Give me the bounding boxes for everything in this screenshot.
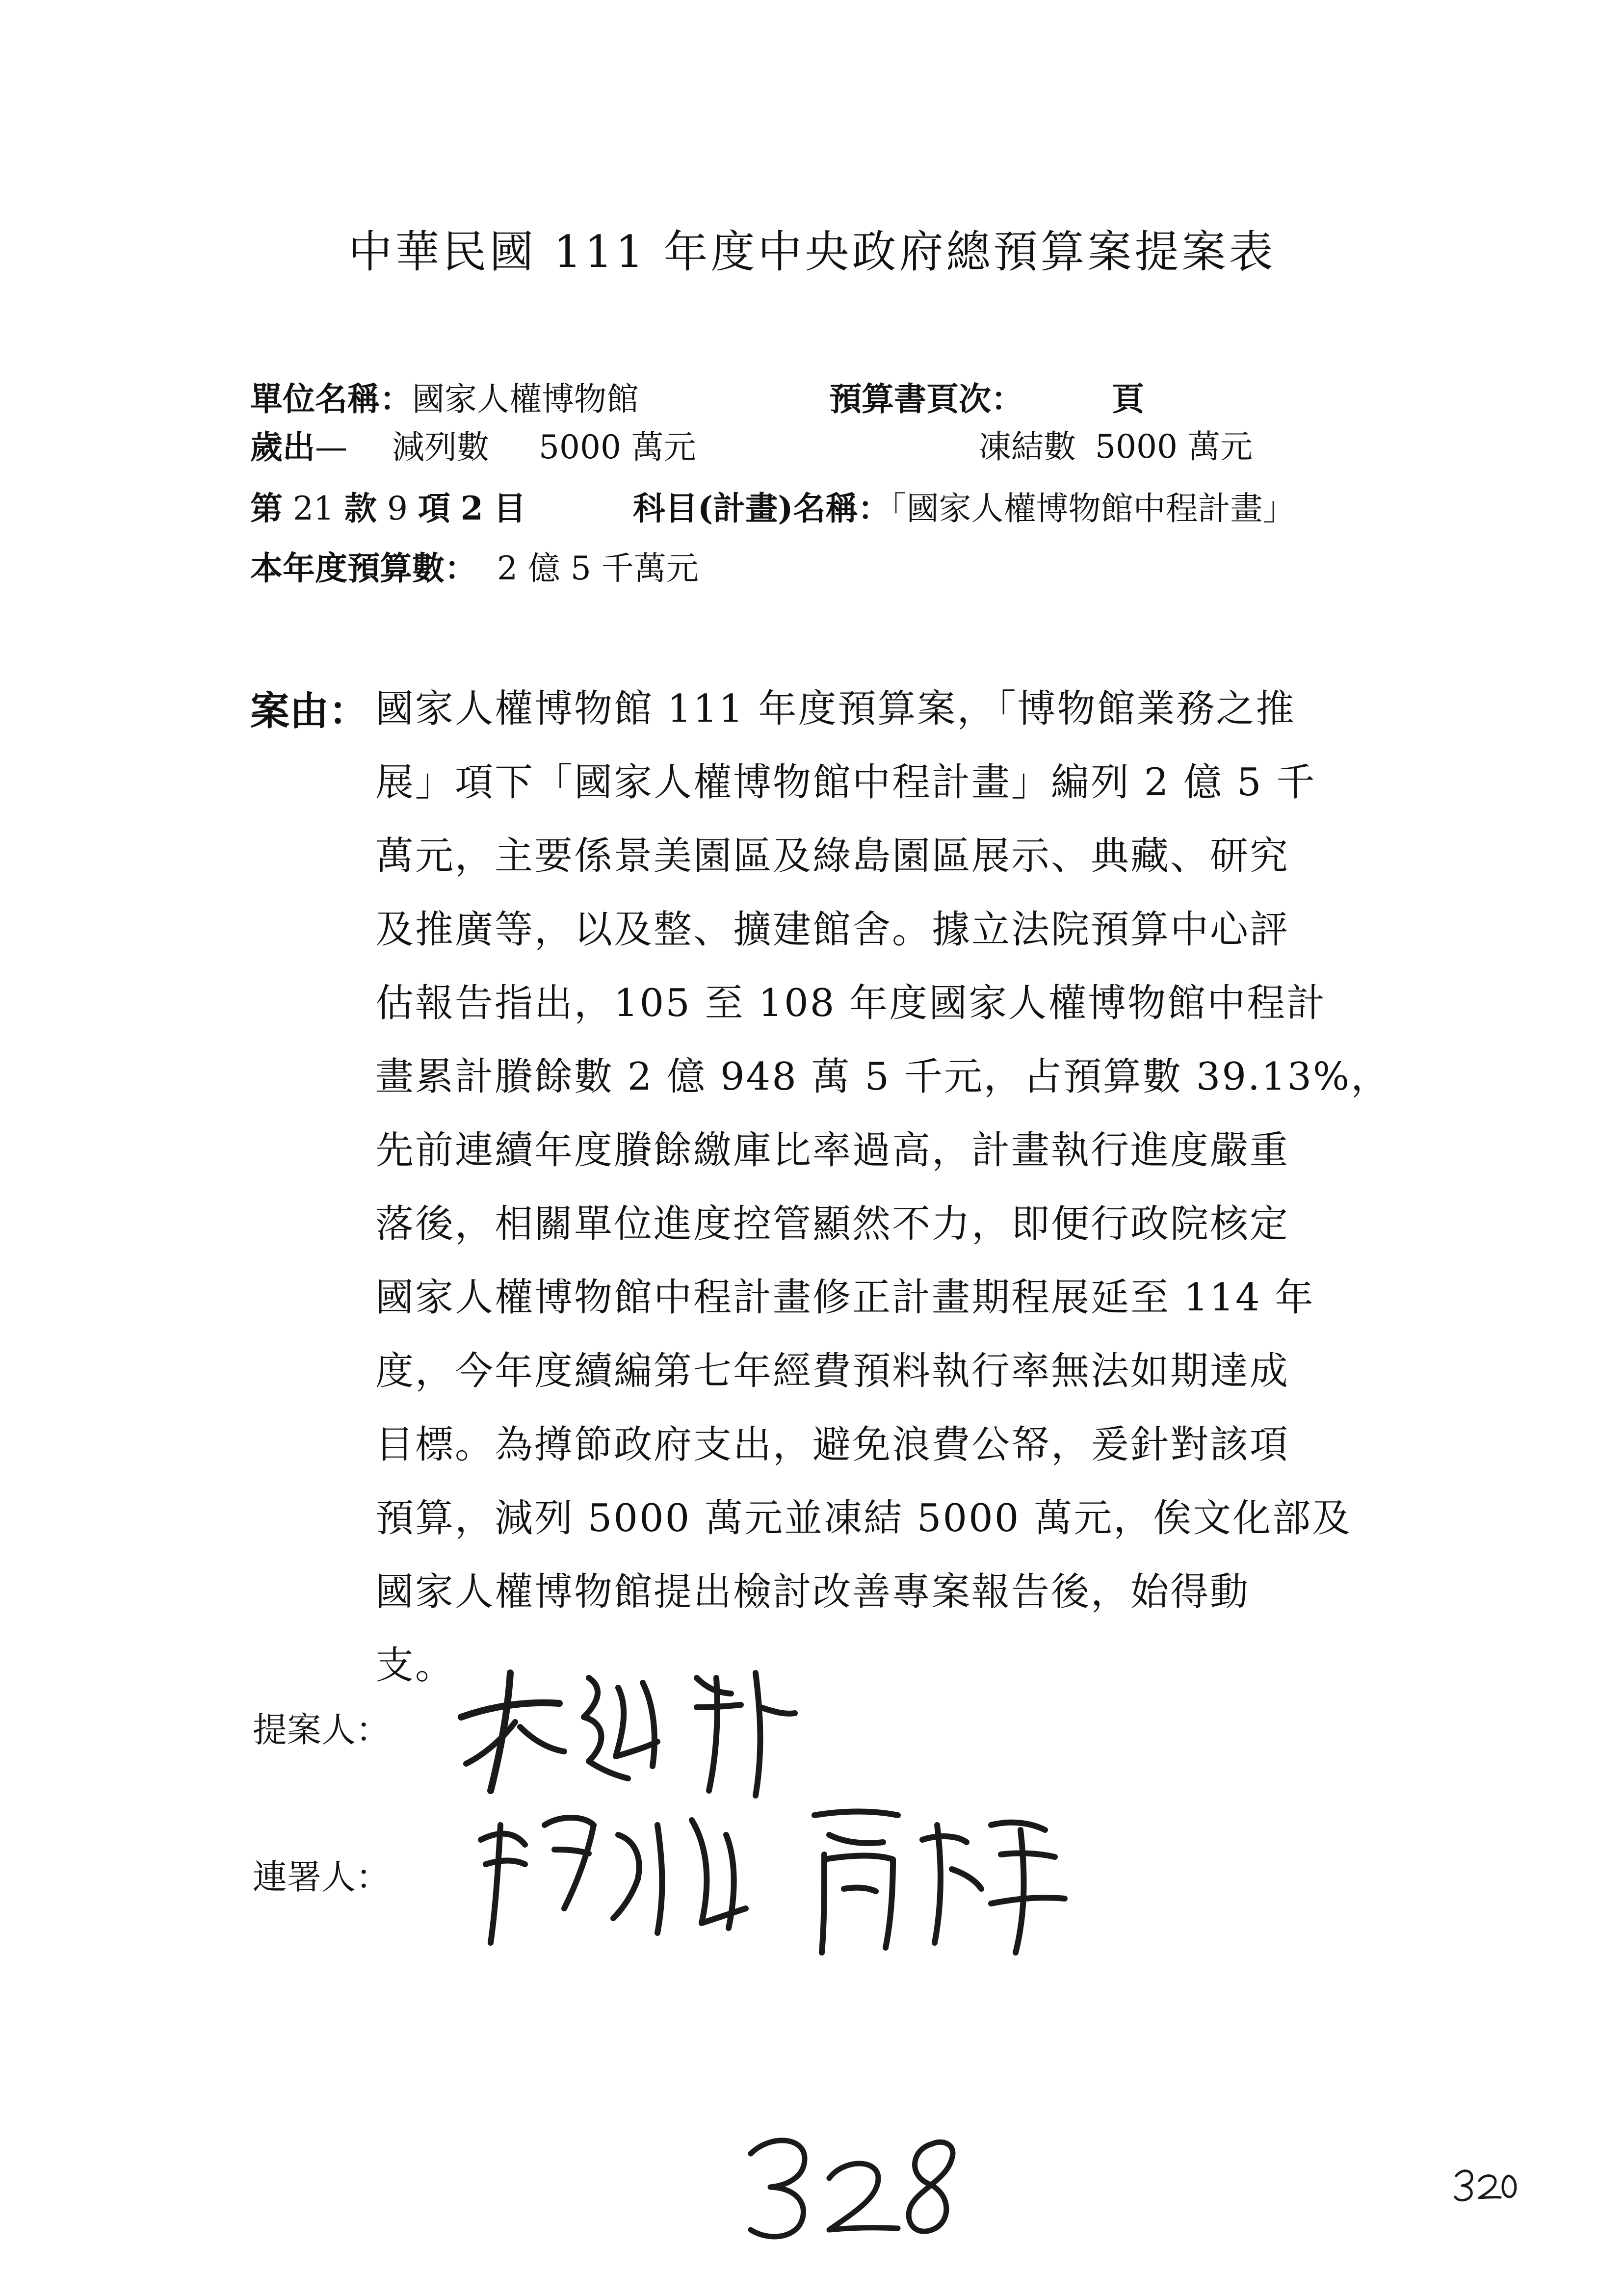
expense-dash: — <box>315 428 347 466</box>
reason-line: 展」項下「國家人權博物館中程計畫」編列 2 億 5 千 <box>375 760 1316 805</box>
reason-line: 畫累計賸餘數 2 億 948 萬 5 千元，占預算數 39.13%， <box>375 1055 1391 1099</box>
corner-page-number <box>1452 2164 1521 2203</box>
expense-row <box>250 428 696 466</box>
reason-line: 度，今年度續編第七年經費預料執行率無法如期達成 <box>375 1349 1290 1393</box>
expense-label: 歲出 <box>250 428 315 466</box>
page-ref <box>829 380 1144 418</box>
reason-line: 國家人權博物館 111 年度預算案，「博物館業務之推 <box>375 687 1296 731</box>
cosigner-signatures <box>471 1796 1079 1972</box>
mu-number: 2 <box>460 489 483 527</box>
reduce-value: 5000 萬元 <box>538 428 696 466</box>
proposer-label: 提案人： <box>253 1710 390 1750</box>
reason-line: 支。 <box>375 1644 455 1688</box>
xiang-label: 項 <box>418 489 450 527</box>
item-prefix: 第 <box>250 489 283 527</box>
budget-value: 2 億 5 千萬元 <box>497 549 699 587</box>
budget-row <box>250 549 699 587</box>
page-unit: 頁 <box>1112 380 1144 418</box>
unit-label: 單位名稱： <box>250 380 412 418</box>
reason-line: 先前連續年度賸餘繳庫比率過高，計畫執行進度嚴重 <box>375 1128 1290 1173</box>
reason-line: 目標。為撙節政府支出，避免浪費公帑，爰針對該項 <box>375 1423 1290 1467</box>
cosigner-label: 連署人： <box>253 1857 390 1897</box>
mu-label: 目 <box>493 489 526 527</box>
freeze-label: 凍結數 <box>979 428 1076 466</box>
reason-line: 國家人權博物館提出檢討改善專案報告後，始得動 <box>375 1570 1250 1614</box>
unit-value: 國家人權博物館 <box>412 380 639 418</box>
page-label: 預算書頁次： <box>829 380 1023 418</box>
item-code-row <box>250 489 526 527</box>
reason-line: 及推廣等，以及整、擴建館舍。據立法院預算中心評 <box>375 908 1290 952</box>
reason-line: 萬元，主要係景美園區及綠島園區展示、典藏、研究 <box>375 834 1290 878</box>
freeze-row <box>979 428 1253 466</box>
reason-line: 預算，減列 5000 萬元並凍結 5000 萬元，俟文化部及 <box>375 1496 1352 1540</box>
subject-row <box>633 489 1295 527</box>
kuan-number: 21 <box>292 490 334 527</box>
unit-row <box>250 380 639 418</box>
form-title: 中華民國 111 年度中央政府總預算案提案表 <box>348 226 1276 278</box>
xiang-number: 9 <box>387 490 408 527</box>
proposer-signature <box>442 1658 814 1805</box>
reason-line: 落後，相關單位進度控管顯然不力，即便行政院核定 <box>375 1202 1290 1246</box>
subject-label: 科目(計畫)名稱： <box>633 489 891 527</box>
freeze-value: 5000 萬元 <box>1095 428 1253 466</box>
reason-label: 案由： <box>250 688 368 734</box>
kuan-label: 款 <box>344 489 377 527</box>
reason-body <box>375 672 1415 1702</box>
subject-value: 「國家人權博物館中程計畫」 <box>890 490 1295 527</box>
reason-line: 估報告指出，105 至 108 年度國家人權博物館中程計 <box>375 981 1327 1025</box>
handwritten-page-number <box>736 2124 967 2242</box>
budget-label: 本年度預算數： <box>250 549 477 587</box>
reason-line: 國家人權博物館中程計畫修正計畫期程展延至 114 年 <box>375 1276 1315 1320</box>
reduce-label: 減列數 <box>392 428 489 466</box>
